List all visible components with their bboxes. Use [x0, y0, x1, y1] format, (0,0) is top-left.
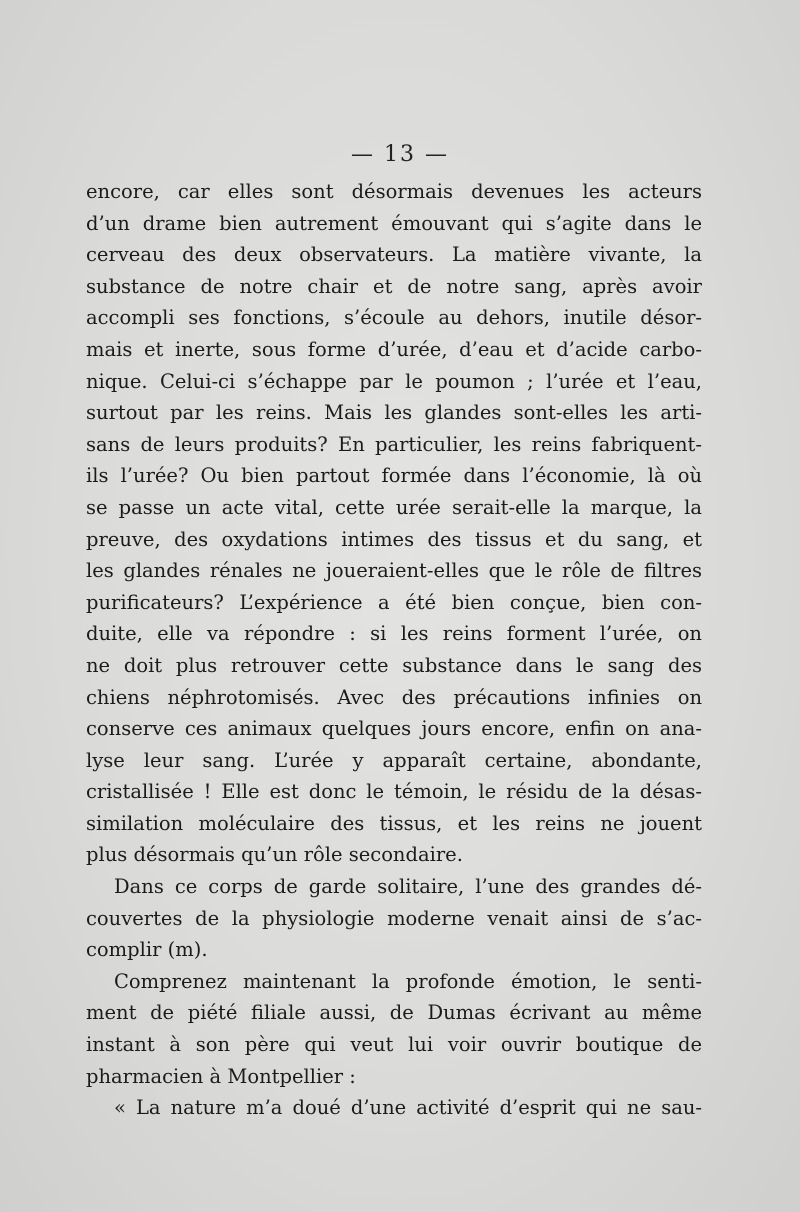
text-line: substance de notre chair et de notre sang, après avoir — [86, 274, 702, 298]
text-line: instant à son père qui veut lui voir ouvrir boutique de — [86, 1033, 702, 1057]
text-line: couvertes de la physiologie moderne venait ainsi de s’ac- — [86, 906, 702, 930]
text-line: conserve ces animaux quelques jours encore, enfin on ana- — [86, 717, 702, 741]
text-line: les glandes rénales ne joueraient-elles que le rôle de filtres — [86, 559, 702, 583]
text-line: complir (m). — [86, 938, 208, 962]
text-line: nique. Celui-ci s’échappe par le poumon ; l’urée et l’eau, — [86, 369, 702, 393]
text-line: preuve, des oxydations intimes des tissus et du sang, et — [86, 527, 702, 551]
text-line: purificateurs? L’expérience a été bien conçue, bien con- — [86, 590, 702, 614]
text-line: chiens néphrotomisés. Avec des précautions infinies on — [86, 685, 702, 709]
text-line: Comprenez maintenant la profonde émotion, le senti- — [114, 969, 702, 993]
text-line: plus désormais qu’un rôle secondaire. — [86, 843, 463, 867]
body-text — [86, 176, 702, 1124]
text-line: duite, elle va répondre : si les reins forment l’urée, on — [86, 622, 702, 646]
text-line: ne doit plus retrouver cette substance dans le sang des — [86, 653, 702, 677]
text-line: se passe un acte vital, cette urée serait-elle la marque, la — [86, 495, 702, 519]
text-line: cerveau des deux observateurs. La matière vivante, la — [86, 243, 702, 267]
text-line: mais et inerte, sous forme d’urée, d’eau et d’acide carbo- — [86, 337, 702, 361]
text-line: accompli ses fonctions, s’écoule au dehors, inutile désor- — [86, 306, 702, 330]
text-line: Dans ce corps de garde solitaire, l’une des grandes dé- — [114, 875, 702, 899]
text-line: surtout par les reins. Mais les glandes sont-elles les arti- — [86, 401, 702, 425]
text-line: cristallisée ! Elle est donc le témoin, le résidu de la désas- — [86, 780, 702, 804]
text-line: similation moléculaire des tissus, et les reins ne jouent — [86, 811, 702, 835]
text-line: sans de leurs produits? En particulier, les reins fabriquent- — [86, 432, 702, 456]
page-number: — 13 — — [351, 142, 449, 167]
text-line: encore, car elles sont désormais devenues les acteurs — [86, 180, 702, 203]
text-line: pharmacien à Montpellier : — [86, 1064, 356, 1088]
text-line: ment de piété filiale aussi, de Dumas écrivant au même — [86, 1001, 702, 1025]
text-line: « La nature m’a doué d’une activité d’esprit qui ne sau- — [114, 1096, 702, 1120]
text-line: d’un drame bien autrement émouvant qui s’agite dans le — [86, 211, 702, 235]
text-line: ils l’urée? Ou bien partout formée dans l’économie, là où — [86, 464, 702, 488]
text-line: lyse leur sang. L’urée y apparaît certaine, abondante, — [86, 748, 702, 772]
